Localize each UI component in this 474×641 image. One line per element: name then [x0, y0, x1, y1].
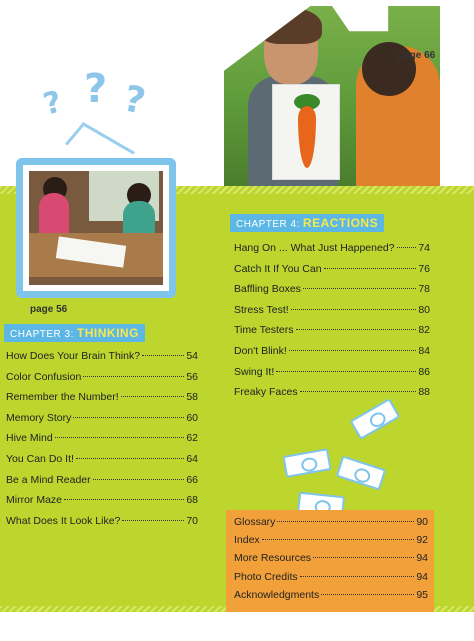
toc-entry: You Can Do It! 64: [6, 452, 198, 465]
toc-entry: Memory Story 60: [6, 411, 198, 424]
toc-entry: Hang On ... What Just Happened? 74: [234, 242, 430, 254]
toc-entry: How Does Your Brain Think? 54: [6, 350, 198, 362]
photo-frame-girls-at-table: [16, 158, 176, 298]
photo-boy-with-carrot-card: [224, 6, 440, 186]
toc-entry: Photo Credits 94: [234, 570, 428, 583]
toc-entry: Catch It If You Can 76: [234, 262, 430, 275]
toc-entry: Be a Mind Reader 66: [6, 473, 198, 486]
toc-entry: Time Testers 82: [234, 324, 430, 337]
chapter-4-prefix: CHAPTER 4:: [236, 219, 300, 230]
chapter-3-list: [6, 350, 198, 535]
bottom-margin: [0, 612, 474, 641]
chapter-3-header: [4, 324, 145, 342]
toc-entry: Hive Mind 62: [6, 432, 198, 445]
toc-entry: What Does It Look Like? 70: [6, 514, 198, 527]
toc-entry: Remember the Number! 58: [6, 391, 198, 404]
chapter-4-list: [234, 242, 430, 407]
photo-page-label-frame: page 56: [30, 304, 68, 315]
toc-entry: Swing It! 86: [234, 365, 430, 378]
question-mark-icon: ?: [84, 66, 108, 112]
photo-page-label-top: page 66: [398, 50, 436, 61]
toc-entry: Don't Blink! 84: [234, 344, 430, 357]
toc-entry: Mirror Maze 68: [6, 494, 198, 507]
toc-entry: Baffling Boxes 78: [234, 283, 430, 296]
question-mark-icon: ?: [40, 84, 66, 123]
toc-entry: Freaky Faces 88: [234, 386, 430, 399]
toc-entry: Acknowledgments 95: [234, 588, 428, 601]
toc-entry: Index 92: [234, 534, 428, 547]
back-matter-list: [234, 516, 428, 607]
toc-entry: More Resources 94: [234, 552, 428, 565]
chapter-3-prefix: CHAPTER 3:: [10, 329, 74, 340]
chapter-4-header: [230, 214, 384, 232]
chapter-4-name: REACTIONS: [302, 216, 379, 230]
toc-entry: Stress Test! 80: [234, 303, 430, 316]
toc-entry: Glossary 90: [234, 516, 428, 528]
question-mark-icon: ?: [119, 78, 149, 123]
back-matter-box: [226, 510, 434, 612]
chapter-3-name: THINKING: [76, 326, 139, 340]
toc-entry: Color Confusion 56: [6, 370, 198, 383]
